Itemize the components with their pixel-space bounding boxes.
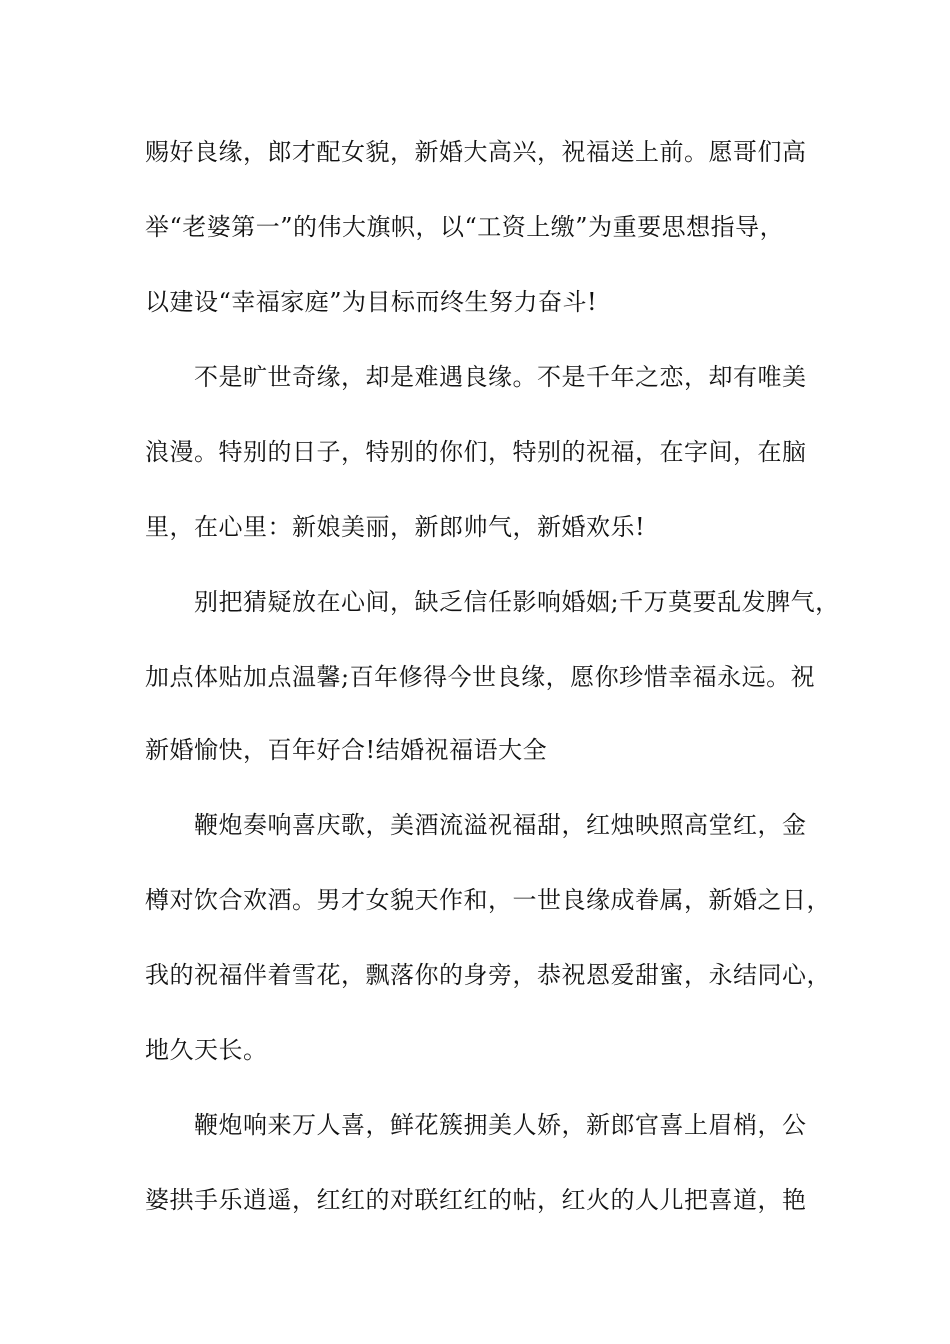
paragraph-first-line: 鞭炮奏响喜庆歌，美酒流溢祝福甜，红烛映照高堂红，金 — [194, 811, 807, 839]
text-line: 赐好良缘，郎才配女貌，新婚大高兴，祝福送上前。愿哥们高 — [145, 138, 807, 166]
paragraph-first-line: 鞭炮响来万人喜，鲜花簇拥美人娇，新郎官喜上眉梢，公 — [194, 1111, 807, 1139]
text-line: 新婚愉快，百年好合!结婚祝福语大全 — [145, 736, 548, 764]
text-line: 以建设“幸福家庭”为目标而终生努力奋斗! — [145, 288, 598, 316]
text-line: 加点体贴加点温馨;百年修得今世良缘，愿你珍惜幸福永远。祝 — [145, 663, 816, 691]
text-line: 我的祝福伴着雪花，飘落你的身旁，恭祝恩爱甜蜜，永结同心， — [145, 961, 831, 989]
text-line: 浪漫。特别的日子，特别的你们，特别的祝福，在字间，在脑 — [145, 438, 807, 466]
text-line: 樽对饮合欢酒。男才女貌天作和，一世良缘成眷属，新婚之日， — [145, 886, 831, 914]
text-line: 举“老婆第一”的伟大旗帜，以“工资上缴”为重要思想指导， — [145, 213, 785, 241]
text-line: 地久天长。 — [145, 1036, 268, 1064]
text-line: 里，在心里：新娘美丽，新郎帅气，新婚欢乐! — [145, 513, 646, 541]
paragraph-first-line: 不是旷世奇缘，却是难遇良缘。不是千年之恋，却有唯美 — [194, 363, 807, 391]
paragraph-first-line: 别把猜疑放在心间，缺乏信任影响婚姻;千万莫要乱发脾气， — [194, 588, 840, 616]
text-line: 婆拱手乐逍遥，红红的对联红红的帖，红火的人儿把喜道，艳 — [145, 1186, 807, 1214]
